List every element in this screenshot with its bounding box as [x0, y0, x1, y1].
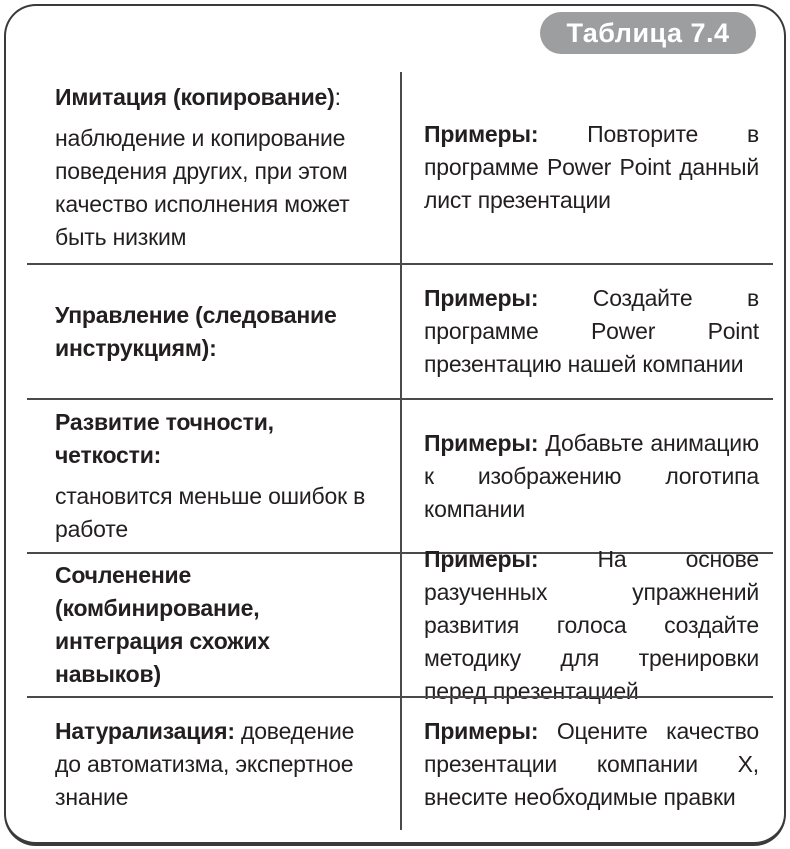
- example-text: [424, 543, 759, 708]
- example-cell: [400, 698, 773, 830]
- term-cell: [27, 265, 400, 398]
- term-text: Имитация (копирование): [55, 84, 335, 110]
- taxonomy-table: [27, 72, 773, 830]
- example-label: Примеры:: [424, 285, 539, 311]
- term-suffix: :: [334, 84, 341, 110]
- example-label: Примеры:: [424, 429, 539, 456]
- term-line: [55, 715, 378, 814]
- term-cell: [27, 554, 400, 696]
- example-label: Примеры:: [424, 545, 539, 572]
- term-description: становится меньше ошибок в работе: [55, 483, 366, 542]
- example-cell: [400, 545, 773, 704]
- table-row: [27, 263, 773, 398]
- term-line: [55, 559, 378, 691]
- example-cell: [400, 400, 773, 552]
- term-inline-description: доведение до автоматизма, экспертное знание: [55, 717, 355, 810]
- term-cell: [27, 698, 400, 830]
- example-text: [424, 282, 759, 381]
- term-description: наблюдение и копирование поведения других, при этом качество исполнения может быть низким: [55, 125, 350, 250]
- example-body: Добавьте анимацию к изображению логотипа компании: [424, 429, 759, 522]
- example-body: Создайте в программе Power Point презентацию нашей компании: [424, 285, 759, 377]
- example-body: На основе разученных упражнений развития голоса создайте методику для тренировки перед презентацией: [424, 545, 759, 704]
- example-text: [424, 427, 759, 526]
- table-row: [27, 398, 773, 552]
- term-text: Натурализация:: [55, 717, 235, 744]
- term-cell: [27, 400, 400, 552]
- example-text: [424, 118, 759, 217]
- table-row: [27, 545, 773, 704]
- term-line: [55, 299, 378, 365]
- table-number-label: Таблица 7.4: [566, 17, 730, 48]
- term-line: [55, 406, 378, 472]
- example-body: Повторите в программе Power Point данный лист презентации: [424, 121, 759, 213]
- example-label: Примеры:: [424, 717, 539, 744]
- example-cell: [400, 265, 773, 398]
- example-body: Оцените качество презентации компании Х, внесите необходимые правки: [424, 717, 759, 810]
- example-label: Примеры:: [424, 121, 539, 147]
- term-text: Развитие точности, четкости:: [55, 409, 274, 468]
- table-row: [27, 72, 773, 263]
- example-cell: [400, 72, 773, 263]
- term-text: Сочленение (комбинирование, интеграция схожих навыков): [55, 562, 270, 687]
- term-cell: [27, 72, 400, 263]
- term-text: Управление (следование инструкциям):: [55, 301, 337, 361]
- table-number-badge: [540, 12, 756, 54]
- table-row: [27, 696, 773, 830]
- example-text: [424, 715, 759, 814]
- term-line: [55, 81, 378, 114]
